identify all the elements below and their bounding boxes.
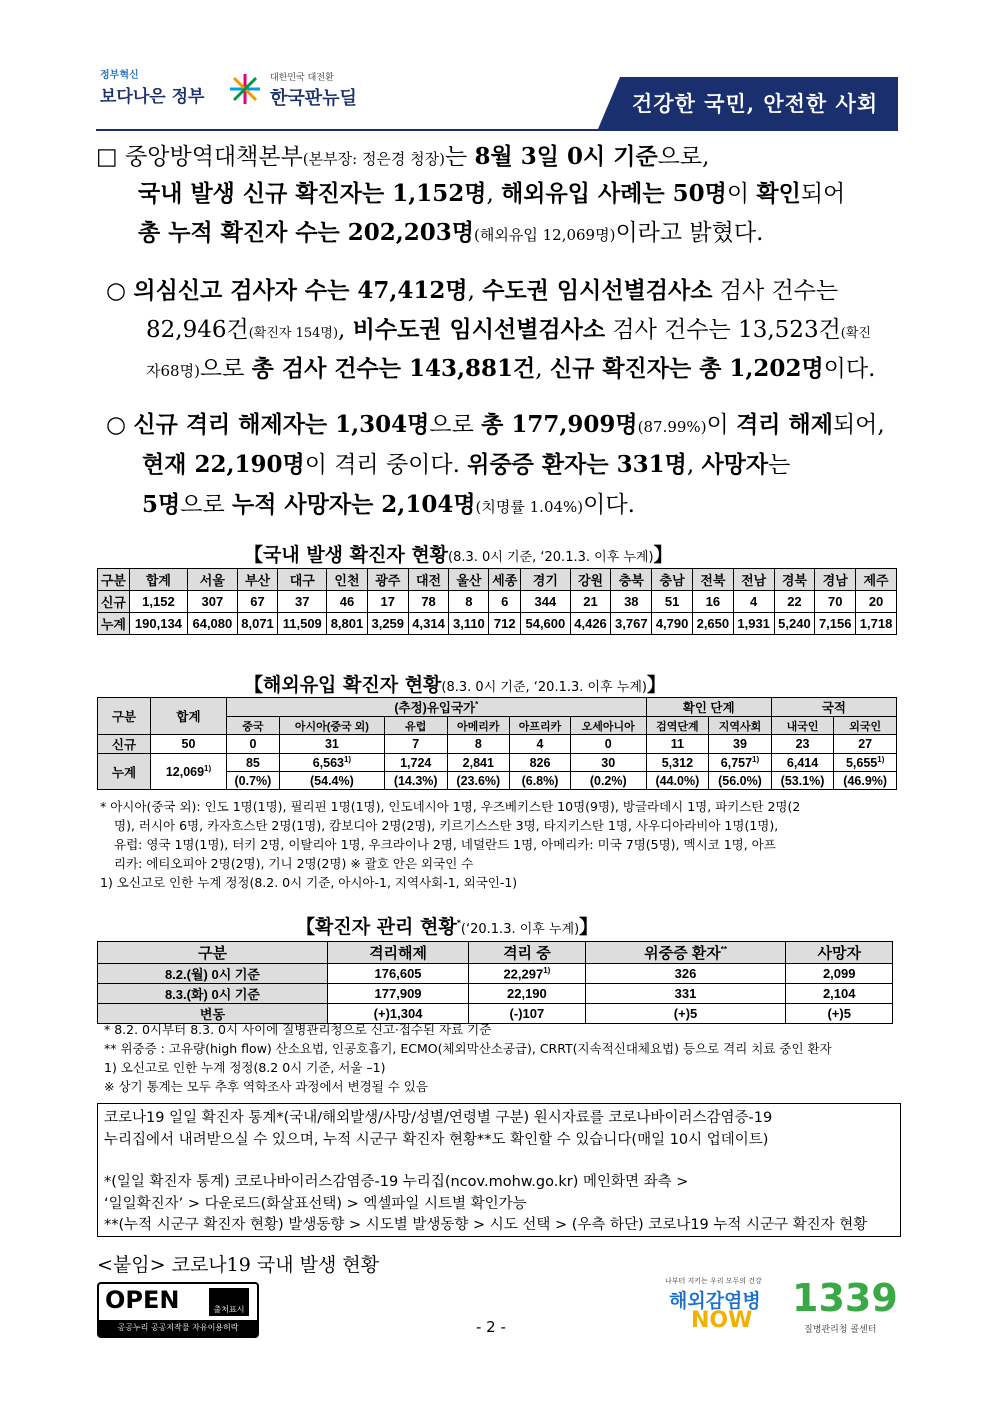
table3-title: 【확진자 관리 현황*(‘20.1.3. 이후 누계)】 (296, 916, 599, 938)
infobox-line-2: 누리집에서 내려받으실 수 있으며, 누적 시군구 확진자 현황**도 확인할 수 있습니다(매일 10시 업데이트) (104, 1132, 769, 1148)
table-cell: 51 (652, 591, 693, 613)
table-cell: 344 (521, 591, 571, 613)
table-cell: 22 (774, 591, 815, 613)
cum-value: 6,757 (720, 756, 753, 771)
table2-note-line: 1) 오신고로 인한 누계 정정(8.2. 0시 기준, 아시아-1, 지역사회-1, 외국인-1) (100, 875, 518, 890)
table-row (98, 964, 893, 984)
table-cell: 0 (227, 735, 280, 754)
case-management-table (97, 941, 893, 1024)
table-cell (327, 964, 468, 984)
table-cell: 27 (834, 735, 897, 754)
table3-header-text: 구분 (197, 945, 227, 962)
cum-total-footnote: 1) (204, 763, 212, 773)
table-cell: 8,071 (237, 613, 278, 635)
table1-header-cell: 인천 (327, 569, 368, 591)
p1-line-3: 총 누적 확진자 수는 202,203명(해외유입 12,069명)이라고 밝혔다. (138, 219, 764, 246)
table-cell: 46 (327, 591, 368, 613)
table2-subheader-cell: 아메리카 (447, 717, 510, 735)
table2-notes (100, 797, 900, 892)
p3-line-2: 현재 22,190명이 격리 중이다. 위중증 환자는 331명, 사망자는 (142, 451, 791, 478)
table-cell: 4,426 (570, 613, 611, 635)
cum-value: 5,312 (661, 755, 694, 770)
p3-line-3: 5명으로 누적 사망자는 2,104명(치명률 1.04%)이다. (142, 491, 635, 518)
cum-total-value: 12,069 (165, 765, 205, 780)
table-cell (646, 754, 709, 772)
table1-header-cell: 대전 (408, 569, 449, 591)
p1-line-2: 국내 발생 신규 확진자는 1,152명, 해외유입 사례는 50명이 확인되어 (138, 180, 846, 207)
korean-new-deal-logo (228, 66, 398, 116)
table1-title: 【국내 발생 확진자 현황(8.3. 0시 기준, ‘20.1.3. 이후 누계)】 (244, 544, 673, 566)
table3-cell-text: 2,104 (822, 986, 856, 1001)
table-cell: (0.7%) (227, 772, 280, 790)
table1-header-cell: 부산 (237, 569, 278, 591)
table-cell: 23 (771, 735, 834, 754)
table-cell: 21 (570, 591, 611, 613)
table1-header-cell: 전남 (733, 569, 774, 591)
table2-subheader-cell: 유럽 (384, 717, 447, 735)
header-rule (96, 129, 898, 131)
table1-header-cell: 경남 (815, 569, 856, 591)
table-cell: 4,790 (652, 613, 693, 635)
table-cell: 4 (733, 591, 774, 613)
table-cell (279, 754, 384, 772)
cum-value: 2,841 (462, 755, 494, 770)
table2-cum-total (151, 754, 227, 790)
table3-header-cell (98, 942, 328, 964)
table3-header-cell (786, 942, 893, 964)
table2-subheader-cell: 오세아니아 (570, 717, 646, 735)
table-cell: 8 (449, 591, 489, 613)
table3-header-text: 사망자 (817, 945, 861, 962)
table2-subheader-cell: 외국인 (834, 717, 897, 735)
table-cell: (54.4%) (279, 772, 384, 790)
paragraph-2 (106, 276, 898, 386)
table-cell: 6 (489, 591, 521, 613)
table-row (98, 754, 897, 772)
attachment-label: <붙임> 코로나19 국내 발생 현황 (97, 1254, 380, 1276)
table3-cell-text: 변동 (199, 1007, 226, 1022)
table2-group-header-row (98, 698, 897, 717)
table1-header-cell: 충북 (611, 569, 652, 591)
table-cell: 1,152 (129, 591, 187, 613)
table1-header-cell: 경기 (521, 569, 571, 591)
table-cell: 50 (151, 735, 227, 754)
logo1-small-text: 정부혁신 (100, 70, 139, 81)
table1-header-cell: 구분 (98, 569, 130, 591)
table-cell: 8,801 (327, 613, 368, 635)
infobox-line-5: **(누적 시군구 확진자 현황) 발생동향 > 시도별 발생동향 > 시도 선택 > (우측 하단) 코로나19 누적 시군구 확진자 현황 (104, 1217, 868, 1233)
table-cell: 307 (188, 591, 238, 613)
new-deal-mark-icon (228, 72, 262, 106)
table3-cell-text: 22,190 (507, 986, 547, 1001)
logo2-small-text: 대한민국 대전환 (270, 73, 334, 83)
table-cell: 11 (646, 735, 709, 754)
table-cell: 1,931 (733, 613, 774, 635)
table3-note-line: ※ 상기 통계는 모두 추후 역학조사 과정에서 변경될 수 있음 (104, 1079, 428, 1094)
table3-notes (104, 1020, 904, 1096)
table-cell (771, 754, 834, 772)
table2-note-line: 명), 러시아 6명, 카자흐스탄 2명(1명), 캄보디아 2명(2명), 키르기스스탄 3명, 타지키스탄 1명, 사우디아라비아 1명(1명), (114, 818, 779, 833)
table-cell: (44.0%) (646, 772, 709, 790)
table-cell: (14.3%) (384, 772, 447, 790)
table-cell (384, 754, 447, 772)
table-cell (469, 964, 585, 984)
table-cell: 3,110 (449, 613, 489, 635)
table-cell: 3,767 (611, 613, 652, 635)
logo-1339-sub: 질병관리청 콜센터 (804, 1325, 877, 1335)
table-cell: 4 (510, 735, 571, 754)
table-cell (327, 984, 468, 1004)
table3-header-cell (469, 942, 585, 964)
p2-line-2: 82,946건(확진자 154명), 비수도권 임시선별검사소 검사 건수는 13,523건(확진 (146, 316, 871, 343)
table3-cell-text: 177,909 (374, 986, 422, 1001)
table2-subheader-cell: 내국인 (771, 717, 834, 735)
table1-header-cell: 합계 (129, 569, 187, 591)
attribution-badge: 출처표시 (209, 1288, 249, 1316)
table-cell: 39 (709, 735, 772, 754)
table-cell: (46.9%) (834, 772, 897, 790)
table-cell: (53.1%) (771, 772, 834, 790)
table3-note-line: * 8.2. 0시부터 8.3. 0시 사이에 질병관리청으로 신고·접수된 자료 기준 (104, 1022, 492, 1037)
table-cell: 37 (278, 591, 327, 613)
table-cell: 20 (856, 591, 897, 613)
p3-line-1: ○ 신규 격리 해제자는 1,304명으로 총 177,909명(87.99%)이 격리 해제되어, (106, 411, 885, 438)
page-number: - 2 - (476, 1318, 506, 1336)
open-label: OPEN (105, 1286, 180, 1314)
table-cell: 712 (489, 613, 521, 635)
imported-cases-table (97, 697, 897, 790)
table1-header-cell: 대구 (278, 569, 327, 591)
table-cell (585, 964, 786, 984)
table2-subheader-cell: 검역단계 (646, 717, 709, 735)
table3-cell-text: (-)107 (509, 1006, 545, 1021)
table-cell: 5,240 (774, 613, 815, 635)
infobox-line-1: 코로나19 일일 확진자 통계*(국내/해외발생/사망/성별/연령별 구분) 원시자료를 코로나바이러스감염증-19 (104, 1110, 773, 1126)
table-cell: 4,314 (408, 613, 449, 635)
cum-value: 5,655 (845, 756, 878, 771)
table-cell (570, 754, 646, 772)
table3-cell-text: 8.2.(월) 0시 기준 (164, 967, 260, 982)
table3-cell-footnote: 1) (543, 965, 551, 975)
infobox-line-4: ‘일일확진자’ > 다운로드(화살표선택) > 엑셀파일 시트별 확인가능 (104, 1196, 527, 1212)
table-row (98, 613, 897, 635)
table3-note-line: 1) 오신고로 인한 누계 정정(8.2 0시 기준, 서울 –1) (104, 1060, 386, 1075)
table-cell: 64,080 (188, 613, 238, 635)
cum-footnote: 1) (752, 754, 760, 764)
cum-value: 6,414 (786, 755, 819, 770)
table-cell: 누계 (98, 754, 151, 790)
table1-header-cell: 강원 (570, 569, 611, 591)
table-cell: 신규 (98, 735, 151, 754)
table3-cell-text: 326 (674, 966, 697, 981)
table-cell (98, 984, 328, 1004)
table-cell: 70 (815, 591, 856, 613)
logo1-big-text: 보다나은 정부 (100, 87, 205, 107)
table1-header-cell: 전북 (692, 569, 733, 591)
table-row (98, 984, 893, 1004)
table-cell: 190,134 (129, 613, 187, 635)
logo-1339-number: 1339 (792, 1276, 898, 1320)
table-cell: 78 (408, 591, 449, 613)
table1-header-cell: 경북 (774, 569, 815, 591)
table-cell (510, 754, 571, 772)
table1-header-cell: 세종 (489, 569, 521, 591)
table1-header-cell: 서울 (188, 569, 238, 591)
table-row (98, 735, 897, 754)
table-cell: 3,259 (367, 613, 408, 635)
table2-note-line: 유럽: 영국 1명(1명), 터키 2명, 이탈리아 1명, 우크라이나 2명, 네덜란드 1명, 아메리카: 미국 7명(5명), 멕시코 1명, 아프 (114, 837, 776, 852)
table-cell: 16 (692, 591, 733, 613)
table-cell: 17 (367, 591, 408, 613)
gov-innovation-logo (100, 66, 210, 116)
table2-title: 【해외유입 확진자 현황(8.3. 0시 기준, ‘20.1.3. 이후 누계)】 (244, 674, 666, 696)
logo2-big-text: 한국판뉴딜 (270, 88, 357, 109)
infobox-line-3: *(일일 확진자 통계) 코로나바이러스감염증-19 누리집(ncov.mohw.go.kr) 메인화면 좌측 > (104, 1174, 689, 1190)
table2-subheader-cell: 아시아(중국 외) (279, 717, 384, 735)
table2-h-origin: (추정)유입국가* (227, 698, 647, 717)
table-cell: 누계 (98, 613, 130, 635)
table3-cell-text: (+)5 (827, 1006, 851, 1021)
table-cell: (56.0%) (709, 772, 772, 790)
table-cell: 7 (384, 735, 447, 754)
table-cell (98, 964, 328, 984)
table3-cell-text: 331 (674, 986, 697, 1001)
table3-header-text: 격리해제 (369, 945, 428, 962)
cum-footnote: 1) (877, 754, 885, 764)
table1-header-row (98, 569, 897, 591)
paragraph-1 (96, 142, 898, 252)
table-cell: 38 (611, 591, 652, 613)
table1-header-cell: 충남 (652, 569, 693, 591)
slogan-text: 건강한 국민, 안전한 사회 (632, 91, 879, 116)
table3-header-footnote: ** (720, 945, 727, 954)
cum-footnote: 1) (343, 754, 352, 764)
table-cell: 11,509 (278, 613, 327, 635)
table2-h-stage: 확인 단계 (646, 698, 771, 717)
table1-header-cell: 광주 (367, 569, 408, 591)
domestic-cases-table (97, 568, 897, 635)
callcenter-1339-logo (790, 1276, 900, 1338)
table-cell (227, 754, 280, 772)
table3-note-line: ** 위중증 : 고유량(high flow) 산소요법, 인공호흡기, ECMO(체외막산소공급), CRRT(지속적신대체요법) 등으로 격리 치료 중인 환자 (104, 1041, 832, 1056)
paragraph-3 (106, 410, 898, 520)
table-cell (585, 984, 786, 1004)
table2-h-total: 합계 (151, 698, 227, 735)
table-cell (709, 754, 772, 772)
table3-header-cell (585, 942, 786, 964)
table3-cell-text: (+)5 (673, 1006, 698, 1021)
table-cell (447, 754, 510, 772)
table3-cell-text: 176,605 (374, 966, 422, 981)
table-cell: 1,718 (856, 613, 897, 635)
table1-header-cell: 울산 (449, 569, 489, 591)
table2-subheader-cell: 중국 (227, 717, 280, 735)
table-cell: (0.2%) (570, 772, 646, 790)
table-cell (786, 964, 893, 984)
cum-value: 30 (601, 755, 616, 770)
table3-cell-text: 22,297 (503, 966, 544, 982)
table2-note-line: 리카: 에티오피아 2명(2명), 기니 2명(2명) ※ 괄호 안은 외국인 수 (114, 856, 474, 871)
overseas-infection-now-logo (665, 1276, 777, 1338)
open-sub-label: 공공누리 공공저작물 자유이용허락 (99, 1320, 257, 1336)
table-cell: 67 (237, 591, 278, 613)
table3-header-text: 격리 중 (503, 945, 551, 962)
table3-header-cell (327, 942, 468, 964)
cum-value: 6,563 (312, 756, 344, 771)
open-license-logo (97, 1282, 259, 1338)
p2-line-1: ○ 의심신고 검사자 수는 47,412명, 수도권 임시선별검사소 검사 건수는 (106, 277, 839, 304)
table-cell: (23.6%) (447, 772, 510, 790)
cum-value: 1,724 (400, 755, 432, 770)
table-cell: (6.8%) (510, 772, 571, 790)
table-cell: 7,156 (815, 613, 856, 635)
cum-value: 85 (245, 755, 260, 770)
table-cell: 0 (570, 735, 646, 754)
p1-line-1: □ 중앙방역대책본부(본부장: 정은경 청장)는 8월 3일 0시 기준으로, (96, 143, 710, 170)
table3-cell-text: 2,099 (822, 966, 856, 981)
table1-header-cell: 제주 (856, 569, 897, 591)
table2-subheader-cell: 아프리카 (510, 717, 571, 735)
table-cell (786, 984, 893, 1004)
table-cell (834, 754, 897, 772)
table2-h-nationality: 국적 (771, 698, 896, 717)
table-row (98, 591, 897, 613)
table-cell (469, 984, 585, 1004)
cum-value: 826 (529, 755, 551, 770)
table3-header-row (98, 942, 893, 964)
table2-subheader-cell: 지역사회 (709, 717, 772, 735)
table3-cell-text: 8.3.(화) 0시 기준 (164, 987, 260, 1002)
p2-line-3: 자68명)으로 총 검사 건수는 143,881건, 신규 확진자는 총 1,202명이다. (146, 355, 876, 382)
table2-note-line: * 아시아(중국 외): 인도 1명(1명), 필리핀 1명(1명), 인도네시아 1명, 우즈베키스탄 10명(9명), 방글라데시 1명, 파키스탄 2명(2 (100, 799, 801, 814)
now-logo-big2: NOW (691, 1308, 753, 1333)
table-cell: 54,600 (521, 613, 571, 635)
table3-header-text: 위중증 환자 (644, 945, 721, 962)
now-logo-big1: 해외감염병 (669, 1290, 761, 1312)
table-cell: 2,650 (692, 613, 733, 635)
table3-cell-text: (+)1,304 (373, 1006, 423, 1021)
now-logo-small: 나부터 지키는 우리 모두의 건강 (665, 1277, 762, 1285)
table2-h-gubun: 구분 (98, 698, 151, 735)
table-cell: 31 (279, 735, 384, 754)
table-cell: 8 (447, 735, 510, 754)
table-cell: 신규 (98, 591, 130, 613)
